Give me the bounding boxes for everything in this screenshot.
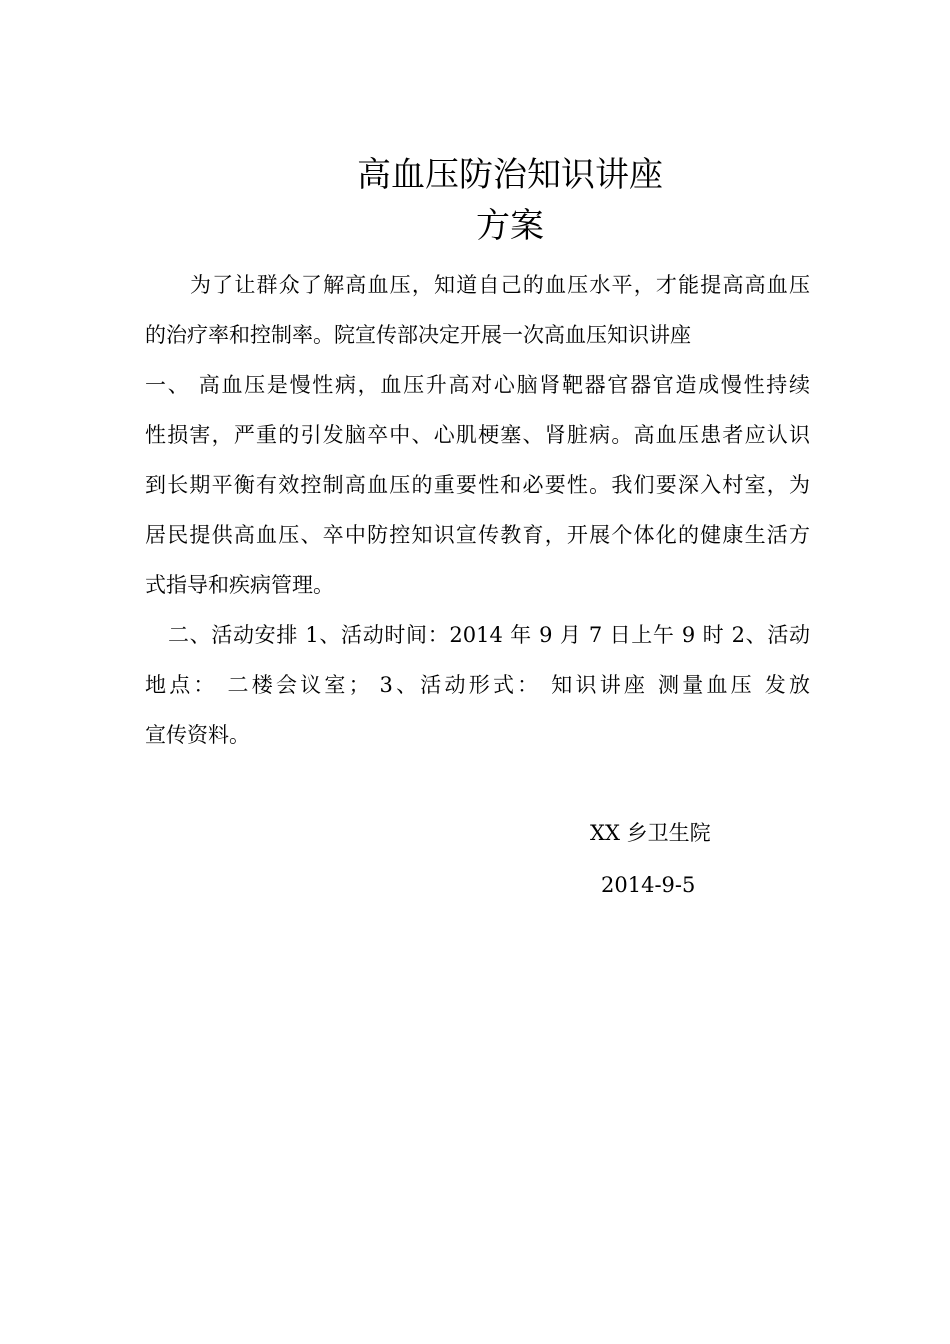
paragraph-line-10: 宣传资料。 — [145, 723, 250, 747]
document-subtitle: 方案 — [476, 206, 544, 246]
paragraph-line-6: 居民提供高血压、卒中防控知识宣传教育，开展个体化的健康生活方 — [145, 523, 810, 547]
paragraph-line-9: 地点： 二楼会议室； 3、活动形式： 知识讲座 测量血压 发放 — [145, 673, 810, 697]
paragraph-line-8: 二、活动安排 1、活动时间：2014 年 9 月 7 日上午 9 时 2、活动 — [168, 623, 810, 647]
paragraph-line-4: 性损害，严重的引发脑卒中、心肌梗塞、肾脏病。高血压患者应认识 — [145, 423, 810, 447]
signature-organization: XX 乡卫生院 — [590, 821, 711, 845]
paragraph-line-5: 到长期平衡有效控制高血压的重要性和必要性。我们要深入村室，为 — [145, 473, 810, 497]
paragraph-line-7: 式指导和疾病管理。 — [145, 573, 334, 597]
document-title: 高血压防治知识讲座 — [357, 155, 663, 195]
paragraph-line-2: 的治疗率和控制率。院宣传部决定开展一次高血压知识讲座 — [145, 323, 691, 347]
paragraph-line-3: 一、 高血压是慢性病，血压升高对心脑肾靶器官器官造成慢性持续 — [145, 373, 810, 397]
signature-date: 2014-9-5 — [601, 873, 696, 897]
paragraph-line-1: 为了让群众了解高血压，知道自己的血压水平，才能提高高血压 — [190, 273, 810, 297]
